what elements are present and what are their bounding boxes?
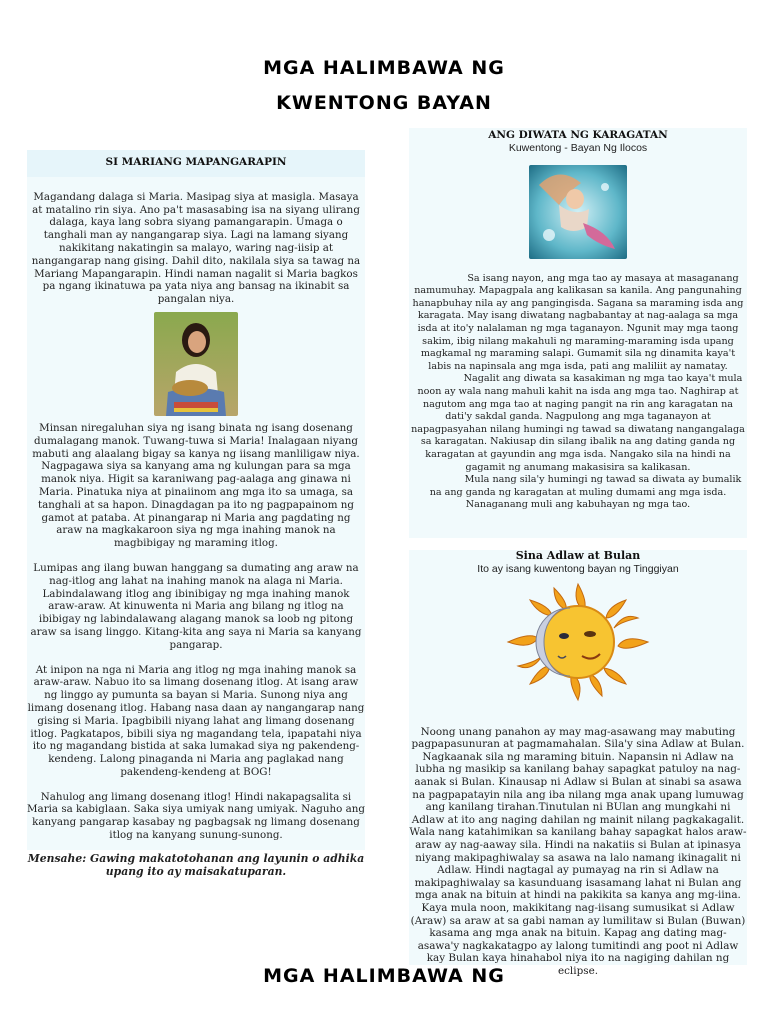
story-diwata-ng-karagatan xyxy=(409,128,747,538)
story-paragraph: Lumipas ang ilang buwan hanggang sa dumating ang araw na nag-itlog ang lahat na inahing manok na alaga ni Maria. Labindalawang itlog ang ibinibigay ng mga inahing manok araw-araw. At kinuwenta ni Maria ang bilang ng itlog na ibibigay ng labindalawang alagang manok sa loob ng pitong araw sa isang linggo. Kitang-kita ang saya ni Maria sa kanyang pangarap. xyxy=(30,561,362,651)
story-paragraph: At inipon na nga ni Maria ang itlog ng mga inahing manok sa araw-araw. Nabuo ito sa limang dosenang itlog. At isang araw ng linggo ay pumunta sa bayan si Maria. Sunong niya ang limang dosenang itlog. Habang nasa daan ay nangangarap nang gising si Maria. Ipagbibili niyang lahat ang limang dosenang itlog. Pagkatapos, bibili siya ng magandang tela, ipapatahi niya ito ng magandang bistida at saka lumakad siya ng pakendeng-kendeng. Lalong pinaganda ni Maria ang paglakad nang pakendeng-kendeng at BOG! xyxy=(27,663,365,778)
story-paragraph: Mula nang sila'y humingi ng tawad sa diwata ay bumalik na ang ganda ng karagatan at muling dumami ang mga isda. Nanaganang muli ang kabuhayan ng mga tao. xyxy=(429,474,742,511)
page-footer-title: MGA HALIMBAWA NG xyxy=(263,965,505,987)
story-subtitle: Kuwentong - Bayan Ng Ilocos xyxy=(508,141,648,154)
story-title: ANG DIWATA NG KARAGATAN xyxy=(488,129,668,141)
story-paragraph: Minsan niregaluhan siya ng isang binata ng isang dosenang dumalagang manok. Tuwang-tuwa si Maria! Inalagaan niyang mabuti ang alaalang bigay sa kanya ng iisang manliligaw niya. Nagpagawa siya sa kanyang ama ng kulungan para sa mga manok niya. Higit sa karaniwang pag-aalaga ang ginawa ni Maria. Pinatuka niya at pinaiinom ang mga ito sa umaga, sa tanghali at sa hapon. Dinagdagan pa ito ng pagpapainom ng gamot at pataba. At pinangarap ni Maria ang pagdating ng araw na magkakaroon siya ng mga inahing manok na magbibigay ng maraming itlog. xyxy=(32,421,360,550)
story-adlaw-at-bulan xyxy=(409,549,747,977)
story-title: SI MARIANG MAPANGARAPIN xyxy=(27,150,365,177)
story-mariang-mapangarapin xyxy=(27,150,365,878)
story-paragraph: Nagalit ang diwata sa kasakiman ng mga tao kaya't mula noon ay wala nang mahuli kahit na isda ang mga tao. Naghirap at nagutom ang mga tao at naging pangit na rin ang karagatan na dati'y sakdal ganda. Nagpulong ang mga taganayon at napagpasyahan nilang humingi ng tawad sa diwatang nangangalaga sa karagatan. Nakiusap din silang ibalik na ang dating ganda ng karagatan at gayundin ang mga isda. Nangako sila na hindi na gagamit ng anumang makasisira sa kalikasan. xyxy=(411,373,745,473)
story-moral: Mensahe: Gawing makatotohanan ang layunin o adhika upang ito ay maisakatuparan. xyxy=(27,851,365,878)
story-paragraph: Nahulog ang limang dosenang itlog! Hindi nakapagsalita si Maria sa kabiglaan. Saka siya umiyak nang umiyak. Naguho ang kanyang pangarap kasabay ng pagbagsak ng limang dosenang itlog na kanyang sunung-sunong. xyxy=(27,790,365,842)
story-subtitle: Ito ay isang kuwentong bayan ng Tinggiyan xyxy=(477,562,679,575)
woman-painting-image xyxy=(154,312,238,416)
page-title-line2: KWENTONG BAYAN xyxy=(276,92,492,114)
story-paragraph: Kaya mula noon, makikitang nag-iisang sumusikat si Adlaw (Araw) sa araw at sa gabi naman ay lumilitaw si Bulan (Buwan) kasama ang mga anak na bituin. Kapag ang dating mag-asawa'y nagkakatagpo ay lalong tumitindi ang poot ni Adlaw kay Bulan kaya hinahabol niya ito na nagiging dahilan ng eclipse. xyxy=(410,901,746,977)
sea-fairy-image xyxy=(529,165,627,259)
story-paragraph: Noong unang panahon ay may mag-asawang may mabuting pagpapasunuran at pagmamahalan. Sila'y sina Adlaw at Bulan. Nagkaanak sila ng maraming bituin. Napansin ni Adlaw na lubha ng masikip sa kanilang bahay sapagkat patuloy na nag-aanak si Bulan. Kinausap ni Adlaw si Bulan at sinabi sa asawa na pagpapatayin nila ang iba nilang mga anak upang lumuwag ang kanilang tirahan.Tinutulan ni BUlan ang mungkahi ni Adlaw at ito ang naging dahilan ng mainit nilang pagkakagalit. Wala nang katahimikan sa kanilang bahay sapagkat halos araw-araw ay nag-aaway sila. Hindi na nakatiis si Bulan at ipinasya niyang makipaghiwalay sa asawa na lalo namang ikinagalit ni Adlaw. Hindi nagtagal ay pumayag na rin si Adlaw na makipaghiwalay sa kasunduang isasamang lahat ni Bulan ang mga anak na bituin at hindi na pakikita sa kanya ang mg-iina. xyxy=(409,725,747,902)
story-title: Sina Adlaw at Bulan xyxy=(515,549,641,562)
story-paragraph: Magandang dalaga si Maria. Masipag siya at masigla. Masaya at matalino rin siya. Ano pa't masasabing isa na siyang ulirang dalaga, kaya lang sobra siyang pamangarapin. Umaga o tanghali man ay nangangarap siya. Lagi na lamang siyang nakikitang nakatingin sa malayo, waring nag-iisip at nangangarap nang gising. Dahil dito, nakilala siya sa tawag na Mariang Mapangarapin. Hindi naman nagalit si Maria bagkos pa ngang ikinatuwa pa yata niya ang bansag na ikinabit sa pangalan niya. xyxy=(31,190,361,306)
story-paragraph: Sa isang nayon, ang mga tao ay masaya at masaganang namumuhay. Mapagpala ang kalikasan sa kanila. Ang pangunahing hanapbuhay nila ay ang pangingisda. Sagana sa maraming isda ang karagata. May isang diwatang nagbabantay at nag-aalaga sa mga isda at ito'y nalalaman ng mga taganayon. Ngunit may mga taong sakim, ibig nilang makahuli ng maraming-maraming isda upang magkamal ng maraming salapi. Gumamit sila ng dinamita kaya't labis na napinsala ang mga isda, pati ang maliliit ay namatay. xyxy=(412,272,744,372)
sun-and-moon-image xyxy=(501,582,655,704)
page-title-line1: MGA HALIMBAWA NG xyxy=(263,57,505,79)
